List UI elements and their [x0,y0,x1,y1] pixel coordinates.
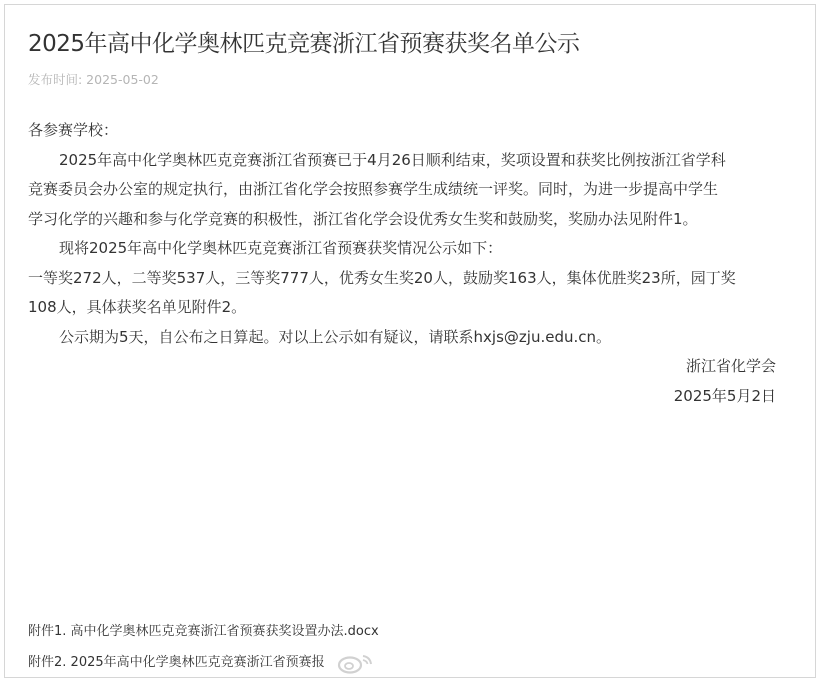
paragraph-line: 公示期为5天，自公布之日算起。对以上公示如有疑议，请联系hxjs@zju.edu.cn。 [59,327,612,346]
attachment-prefix: 附件1. [28,624,67,639]
paragraph-line: 2025年高中化学奥林匹克竞赛浙江省预赛已于4月26日顺利结束，奖项设置和获奖比例按浙江省学科 [59,150,726,169]
publish-date: 发布时间: 2025-05-02 [28,72,159,87]
attachment-link[interactable]: 2025年高中化学奥林匹克竞赛浙江省预赛报 [70,655,325,670]
paragraph-line: 108人，具体获奖名单见附件2。 [28,298,247,316]
signature: 浙江省化学会 [685,357,776,375]
page-title: 2025年高中化学奥林匹克竞赛浙江省预赛获奖名单公示 [28,31,580,57]
attachment-prefix: 附件2. [28,655,67,670]
paragraph-line: 现将2025年高中化学奥林匹克竞赛浙江省预赛获奖情况公示如下： [59,239,503,257]
paragraph-line: 竞赛委员会办公室的规定执行，由浙江省化学会按照参赛学生成绩统一评奖。同时，为进一步提高中学生 [28,180,719,198]
paragraph-line: 学习化学的兴趣和参与化学竞赛的积极性，浙江省化学会设优秀女生奖和鼓励奖，奖励办法见附件1。 [28,209,698,228]
attachment-item [28,619,379,650]
attachment-item [28,650,379,681]
attachment-list [28,619,379,681]
salutation: 各参赛学校： [28,121,119,139]
signature-date: 2025年5月2日 [673,386,776,405]
article-body [28,116,776,411]
attachment-link[interactable]: 高中化学奥林匹克竞赛浙江省预赛获奖设置办法.docx [70,624,379,639]
paragraph-line: 一等奖272人，二等奖537人，三等奖777人，优秀女生奖20人，鼓励奖163人，集体优胜奖23所，园丁奖 [28,268,736,287]
